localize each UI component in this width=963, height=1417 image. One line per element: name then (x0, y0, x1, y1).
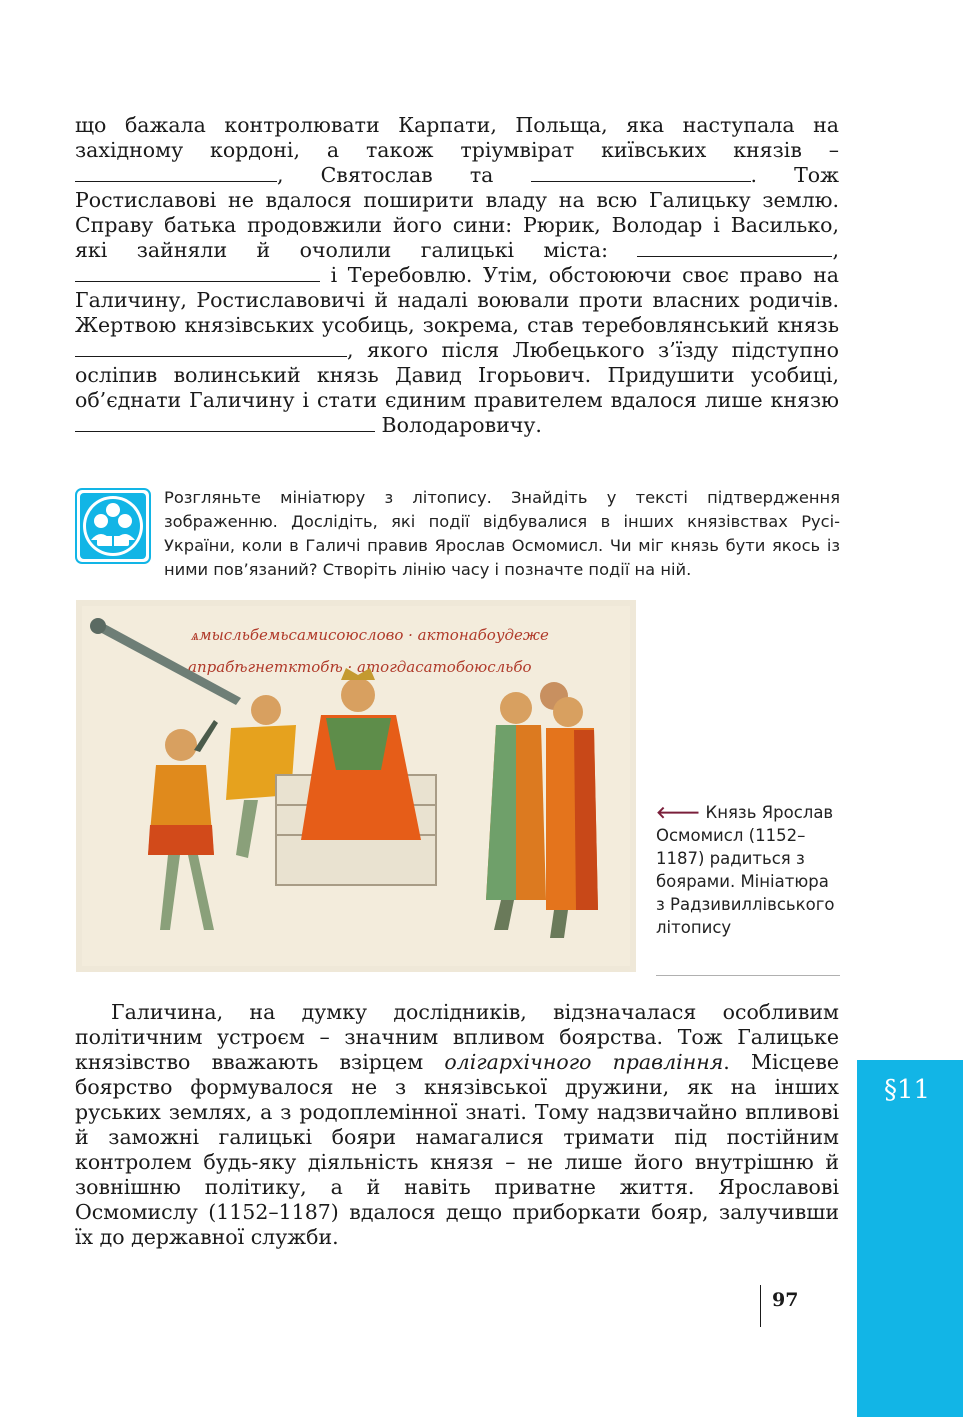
text-run: . Місцеве боярство формувалося не з князівської дружини, як на інших руських землях, а з родоплемінної знаті. Тому надзвичайно впливові й заможні галицькі бояри намагалися тримати під постійним контролем будь-яку діяльність князя – не лише його внутрішню й зовнішню політику, а й навіть приватне життя. Ярославові Осмомислу (1152–1187) вдалося дещо приборкати бояр, залучивши їх до державної служби. (75, 1050, 839, 1249)
text-run: Галичина, на думку дослідників, відзначалася особливим політичним устроєм – значним впливом боярства. Тож Галицьке князівство вважають взірцем (75, 1000, 839, 1074)
miniature-caption (656, 801, 840, 939)
task-text: Розгляньте мініатюру з літопису. Знайдіть у тексті підтвердження зображенню. Дослідіть, які події відбувалися в інших князівствах Русі-України, коли в Галичі правив Ярослав Осмомисл. Чи міг князь бути якось із ними пов’язаний? Створіть лінію часу і позначте події на ній. (164, 488, 840, 579)
text-run: Володаровичу. (381, 413, 542, 437)
miniature-script-line-2: апрабѣгнетктобѣ · атогдасатобоюсльбо (188, 658, 532, 676)
answer-blank[interactable] (75, 413, 375, 432)
caption-divider (656, 975, 840, 976)
text-run: , (832, 238, 839, 262)
answer-blank[interactable] (75, 263, 320, 282)
text-run: , Святослав та (277, 163, 494, 187)
answer-blank[interactable] (75, 338, 347, 357)
text-run: і Теребовлю. Утім, обстоюючи своє право на Галичину, Ростиславовичі й надалі воювали проти власних родичів. Жертвою князівських усобиць, зокрема, став теребовлянський князь (75, 263, 839, 337)
text-run: що бажала контролювати Карпати, Польща, яка наступала на західному кордоні, а також тріумвірат київських князів – (75, 113, 839, 162)
section-tab (857, 1060, 963, 1417)
answer-blank[interactable] (75, 163, 277, 182)
text-run: , якого після Любецького з’їзду підступно осліпив волинський князь Давид Ігорьович. Придушити усобиці, об’єднати Галичину і стати єдиним правителем вдалося лише князю (75, 338, 839, 412)
chronicle-miniature (76, 600, 636, 972)
caption-text: Князь Ярослав Осмомисл (1152–1187) радиться з боярами. Мініатюра з Радзивиллівського літопису (656, 803, 835, 937)
answer-blank[interactable] (637, 238, 832, 257)
text-run: . Тож Ростиславові не вдалося поширити владу на всю Галицьку землю. Справу батька продовжили його сини: Рюрик, Володар і Василько, які зайняли й очолили галицькі міста: (75, 163, 839, 262)
page-number: 97 (772, 1289, 799, 1311)
miniature-script-line-1: ѧмысльбемьсамисоюслово · актонабоудеже (191, 626, 549, 644)
task-people-icon (75, 488, 151, 564)
paragraph-galicia (75, 1000, 839, 1250)
answer-blank[interactable] (531, 163, 751, 182)
section-label: §11 (883, 1075, 931, 1105)
page-number-divider (760, 1285, 761, 1327)
italic-term: олігархічного правління (444, 1050, 724, 1074)
arrow-left-icon: 🡐 (656, 803, 701, 822)
paragraph-intro (75, 113, 839, 438)
